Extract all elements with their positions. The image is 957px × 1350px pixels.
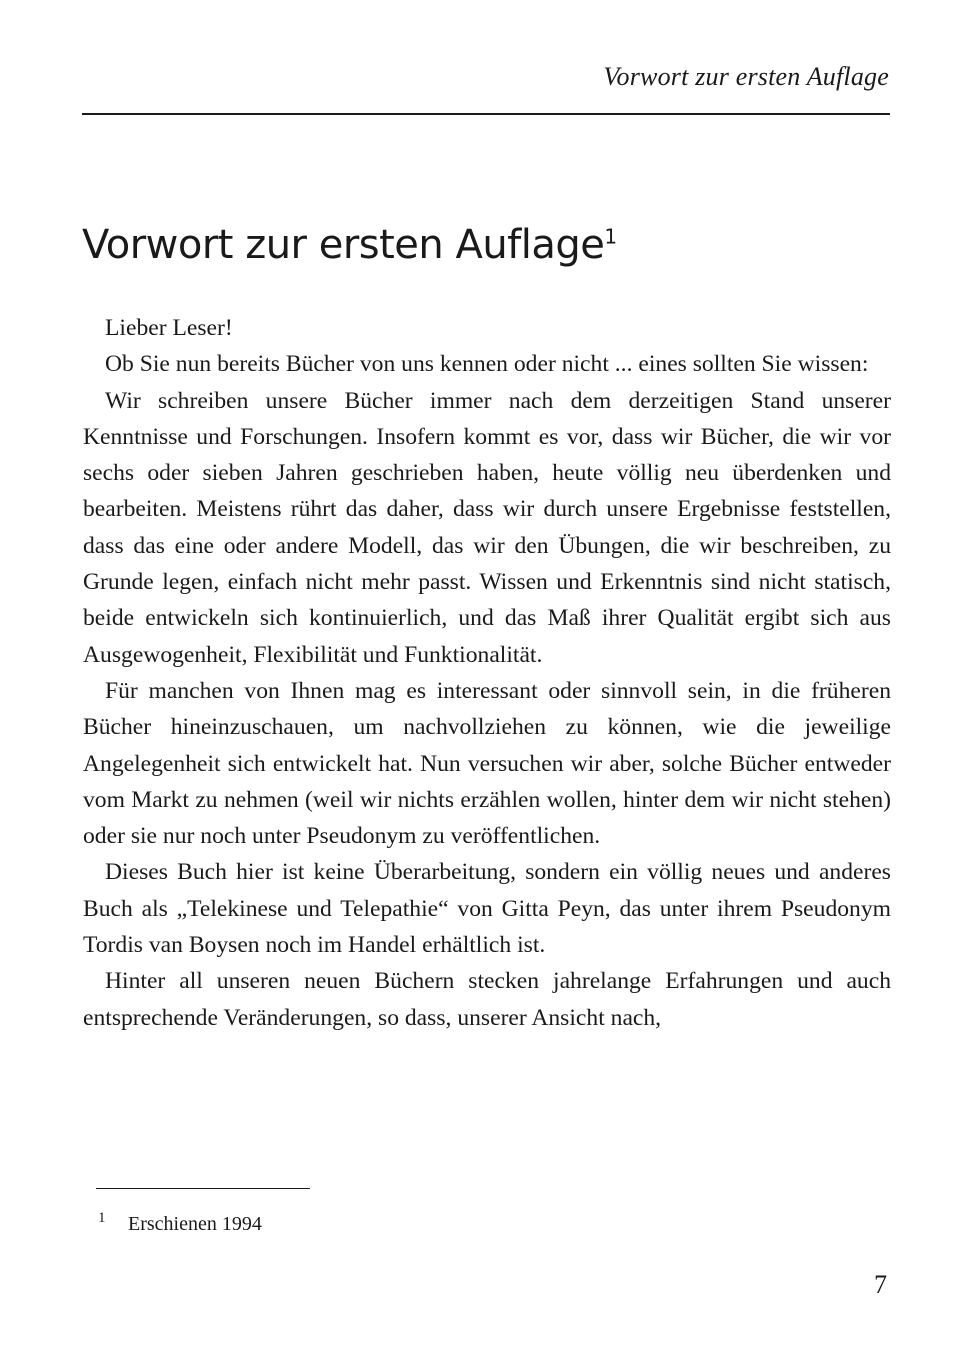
paragraph: Hinter all unseren neuen Büchern stecken jahrelange Erfahrungen und auch entsprechende Veränderungen, so dass, unserer Ansicht nach,	[83, 968, 891, 1031]
footnote: 1 Erschienen 1994	[98, 1210, 262, 1235]
paragraph: Ob Sie nun bereits Bücher von uns kennen oder nicht ... eines sollten Sie wissen:	[105, 351, 869, 378]
paragraph: Für manchen von Ihnen mag es interessant oder sinnvoll sein, in die früheren Bücher hineinzuschauen, um nachvollziehen zu können, wie die jeweilige Angelegenheit sich entwickelt hat. Nun versuchen wir aber, solche Bücher entweder vom Markt zu nehmen (weil wir nichts erzählen wollen, hinter dem wir nicht stehen) oder sie nur noch unter Pseudonym zu veröffentlichen.	[83, 677, 891, 850]
paragraph-greeting: Lieber Leser!	[105, 315, 233, 341]
header-rule	[82, 113, 890, 115]
paragraph: Dieses Buch hier ist keine Überarbeitung, sondern ein völlig neues und anderes Buch als „Telekinese und Telepathie“ von Gitta Peyn, das unter ihrem Pseudonym Tordis van Boysen noch im Handel erhältlich ist.	[83, 859, 891, 959]
footnote-reference: 1	[604, 224, 617, 249]
running-head: Vorwort zur ersten Auflage	[603, 62, 889, 91]
paragraph: Wir schreiben unsere Bücher immer nach dem derzeitigen Stand unserer Kenntnisse und Forschungen. Insofern kommt es vor, dass wir Bücher, die wir vor sechs oder sieben Jahren geschrieben haben, heute völlig neu überdenken und bearbeiten. Meistens rührt das daher, dass wir durch unsere Ergebnisse feststellen, dass das eine oder andere Modell, das wir den Übungen, die wir beschreiben, zu Grunde legen, einfach nicht mehr passt. Wissen und Erkenntnis sind nicht statisch, beide entwickeln sich kontinuierlich, und das Maß ihrer Qualität ergibt sich aus Ausgewogenheit, Flexibilität und Funktionalität.	[83, 387, 891, 668]
page-number: 7	[874, 1270, 887, 1299]
chapter-title	[82, 215, 892, 275]
chapter-title-text: Vorwort zur ersten Auflage	[82, 221, 605, 268]
footnote-rule	[96, 1188, 310, 1189]
footnote-text: Erschienen 1994	[128, 1213, 262, 1235]
body-text	[83, 310, 891, 1036]
